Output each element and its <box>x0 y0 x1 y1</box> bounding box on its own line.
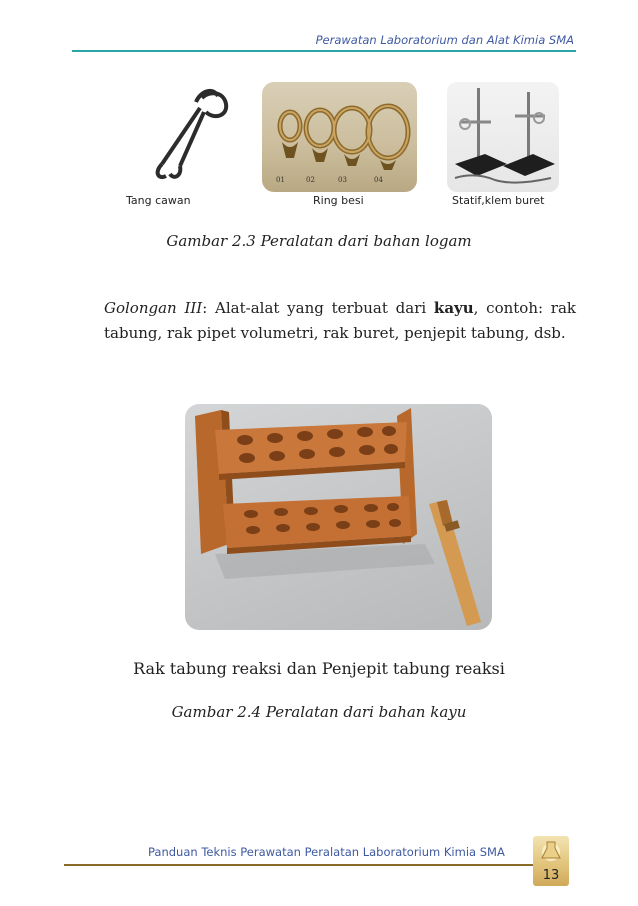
page-number: 13 <box>542 868 560 883</box>
figure-2-4-caption: Gambar 2.4 Peralatan dari bahan kayu <box>171 703 467 721</box>
body-paragraph <box>104 296 576 346</box>
footer-rule <box>64 864 534 866</box>
figure-2-3-caption: Gambar 2.3 Peralatan dari bahan logam <box>166 232 472 250</box>
crucible-tongs-photo <box>140 84 235 190</box>
bold-term: kayu <box>433 299 474 317</box>
ring-label: 04 <box>374 176 383 184</box>
ring-label: 01 <box>276 176 285 184</box>
retort-stand-photo <box>447 82 559 192</box>
iron-rings-photo <box>262 82 417 192</box>
statif-label: Statif,klem buret <box>452 194 545 207</box>
running-header: Perawatan Laboratorium dan Alat Kimia SMA <box>315 33 574 47</box>
wooden-rack-photo <box>185 404 492 630</box>
footer-text: Panduan Teknis Perawatan Peralatan Laboratorium Kimia SMA <box>148 845 505 859</box>
figure-2-4-subcaption: Rak tabung reaksi dan Penjepit tabung reaksi <box>133 659 505 678</box>
header-rule <box>72 50 576 52</box>
group-label: Golongan III <box>104 299 203 317</box>
rings-label: Ring besi <box>313 194 364 207</box>
ring-label: 02 <box>306 176 315 184</box>
paragraph-text: , contoh: rak tabung, rak pipet volumetri, rak buret, penjepit tabung, dsb. <box>104 299 576 342</box>
page-badge <box>533 836 569 886</box>
tongs-label: Tang cawan <box>126 194 191 207</box>
paragraph-text: : Alat-alat yang terbuat dari <box>202 299 434 317</box>
ring-label: 03 <box>338 176 347 184</box>
